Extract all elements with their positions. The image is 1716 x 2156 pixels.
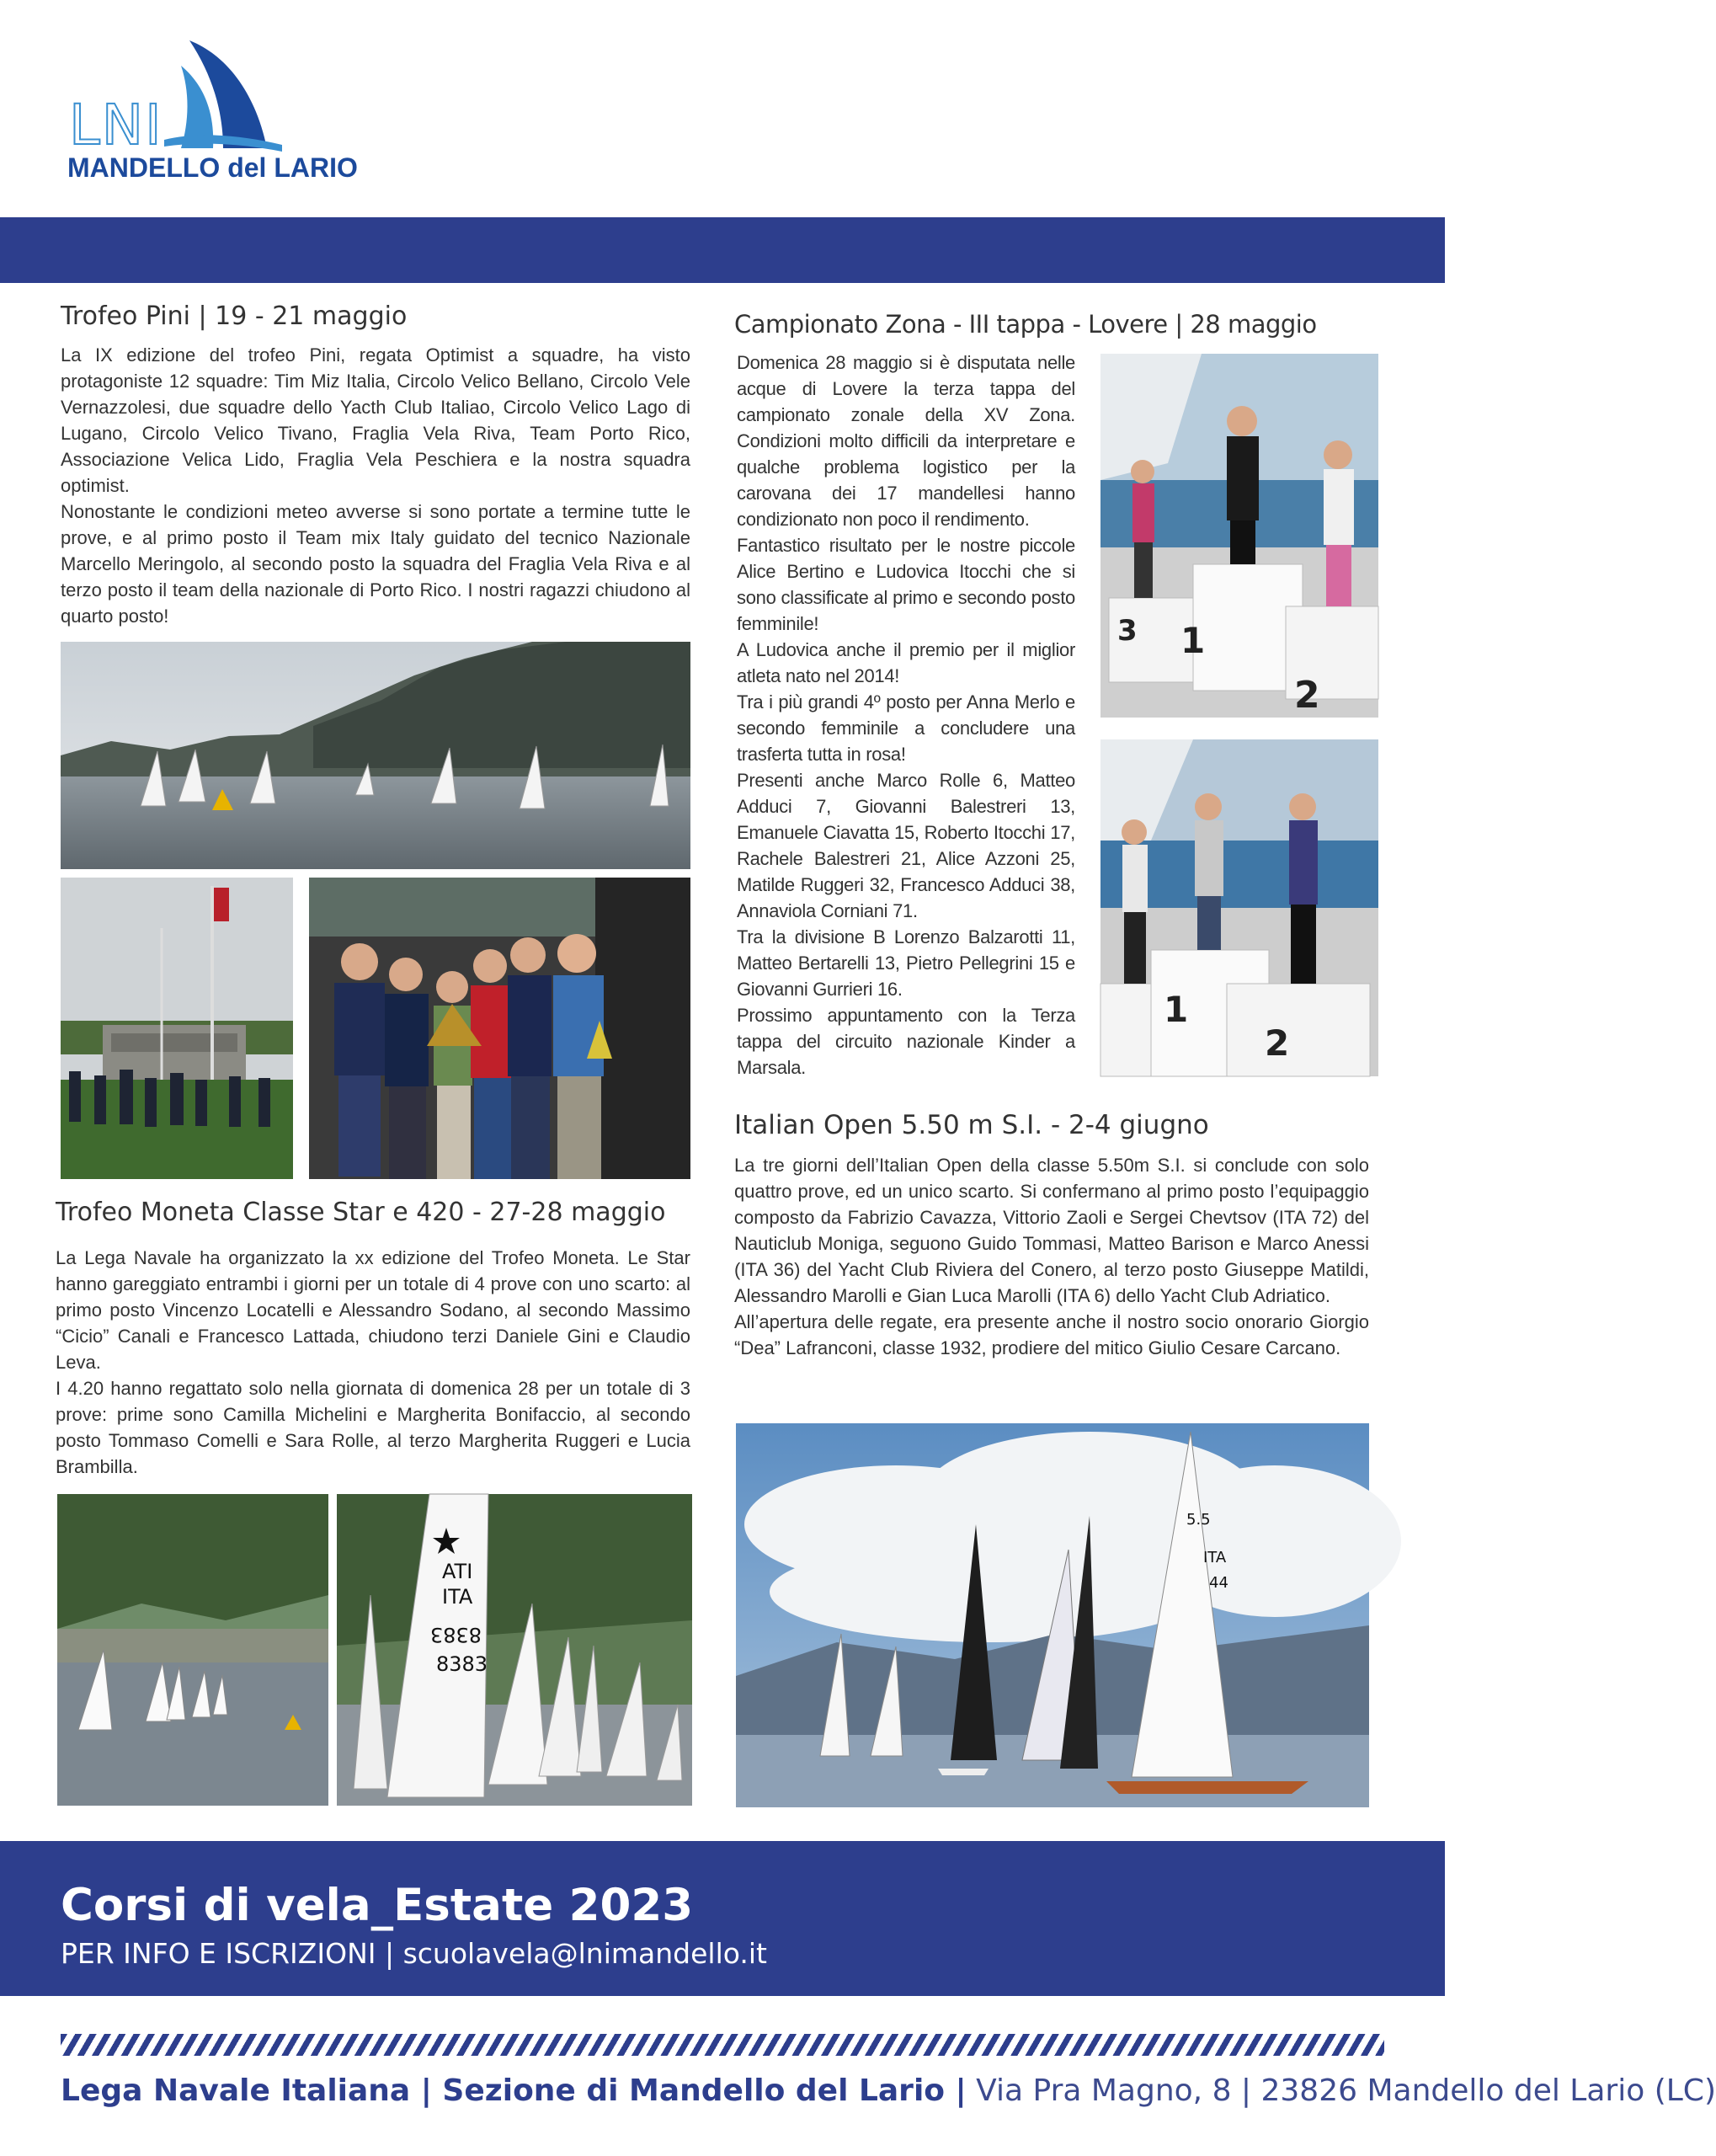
decorative-stripes bbox=[61, 2034, 1384, 2056]
photo-podium-2 bbox=[1100, 739, 1378, 1076]
podium-step-label: 1 bbox=[1180, 620, 1206, 661]
courses-contact: PER INFO E ISCRIZIONI | scuolavela@lnimandello.it bbox=[61, 1937, 767, 1970]
photo-podium-1 bbox=[1100, 354, 1378, 718]
sail-number: 5.5 bbox=[1186, 1511, 1211, 1529]
logo-lni-text: LNI bbox=[69, 93, 163, 157]
sail-number: ATI bbox=[442, 1560, 473, 1583]
top-band bbox=[0, 217, 1445, 283]
paragraph: Nonostante le condizioni meteo avverse si sono portate a termine tutte le prove, e al primo posto il Team mix Italy guidato del tecnico Nazionale Marcello Meringolo, al secondo posto la squadra del Fraglia Vela Riva e al terzo posto il team della nazionale di Porto Rico. I nostri ragazzi chiudono al quarto posto! bbox=[61, 501, 690, 627]
article-body-zona bbox=[737, 350, 1075, 1081]
sail-number: 8383 bbox=[436, 1652, 488, 1676]
article-body-moneta bbox=[56, 1245, 690, 1480]
paragraph: La IX edizione del trofeo Pini, regata Optimist a squadre, ha visto protagoniste 12 squadre: Tim Miz Italia, Circolo Velico Bellano, Circolo Vele Vernazzolesi, due squadre dello Yacth Club Italiao, Circolo Velico Lago di Lugano, Circolo Velico Tivano, Fraglia Vela Riva, Team Porto Rico, Associazione Velica Lido, Fraglia Vela Peschiera e la nostra squadra optimist. bbox=[61, 344, 690, 496]
paragraph: Prossimo appuntamento con la Terza tappa del circuito nazionale Kinder a Marsala. bbox=[737, 1005, 1075, 1078]
paragraph: Tra i più grandi 4º posto per Anna Merlo e secondo femminile a concludere una trasferta tutta in rosa! bbox=[737, 691, 1075, 765]
article-body-pini bbox=[61, 342, 690, 629]
photo-550-regatta bbox=[736, 1423, 1369, 1807]
photo-club-house bbox=[61, 878, 293, 1179]
podium-step-label: 1 bbox=[1164, 989, 1189, 1030]
courses-title: Corsi di vela_Estate 2023 bbox=[61, 1880, 694, 1931]
sail-number: ITA bbox=[1203, 1549, 1227, 1566]
article-title-moneta: Trofeo Moneta Classe Star e 420 - 27-28 maggio bbox=[56, 1198, 666, 1227]
podium-step-label: 2 bbox=[1265, 1022, 1290, 1064]
podium-step-label: 2 bbox=[1294, 674, 1320, 717]
photo-optimist-regatta bbox=[61, 642, 690, 869]
paragraph: I 4.20 hanno regattato solo nella giornata di domenica 28 per un totale di 3 prove: prime sono Camilla Michelini e Margherita Bonifaccio, al secondo posto Tommaso Comelli e Sara Rolle, al terzo Margherita Ruggeri e Lucia Brambilla. bbox=[56, 1378, 690, 1477]
sail-number: ITA bbox=[442, 1585, 473, 1609]
footer-address bbox=[61, 2073, 1716, 2108]
footer-street: Via Pra Magno, 8 | 23826 Mandello del Lario (LC) bbox=[966, 2073, 1716, 2108]
paragraph: Fantastico risultato per le nostre piccole Alice Bertino e Ludovica Itocchi che si sono classificate al primo e secondo posto femminile! bbox=[737, 535, 1075, 634]
article-title-pini: Trofeo Pini | 19 - 21 maggio bbox=[61, 302, 408, 331]
photo-team-trophy bbox=[309, 878, 690, 1179]
paragraph: Presenti anche Marco Rolle 6, Matteo Adduci 7, Giovanni Balestreri 13, Emanuele Ciavatta 15, Roberto Itocchi 17, Rachele Balestreri 21, Alice Azzoni 25, Matilde Ruggeri 32, Francesco Adduci 38, Annaviola Corniani 71. bbox=[737, 770, 1075, 921]
sail-number: 8383 bbox=[429, 1623, 482, 1646]
paragraph: La tre giorni dell’Italian Open della classe 5.50m S.I. si conclude con solo quattro prove, ed un unico scarto. Si confermano al primo posto l’equipaggio composto da Fabrizio Cavazza, Vittorio Zaoli e Sergei Chevtsov (ITA 72) del Nauticlub Moniga, seguono Guido Tommasi, Matteo Barison e Marco Anessi (ITA 36) del Yacht Club Riviera del Conero, al terzo posto Giuseppe Matildi, Alessandro Marolli e Gian Luca Marolli (ITA 6) dello Yacht Club Adriatico. bbox=[734, 1155, 1369, 1306]
courses-banner bbox=[0, 1841, 1445, 1996]
logo bbox=[67, 40, 358, 192]
paragraph: Domenica 28 maggio si è disputata nelle acque di Lovere la terza tappa del campionato zonale della XV Zona. Condizioni molto difficili da interpretare e qualche problema logistico per la carovana dei 17 mandellesi hanno condizionato non poco il rendimento. bbox=[737, 352, 1075, 530]
paragraph: Tra la divisione B Lorenzo Balzarotti 11, Matteo Bertarelli 13, Pietro Pellegrini 15 e Giovanni Gurrieri 16. bbox=[737, 926, 1075, 1000]
article-title-open: Italian Open 5.50 m S.I. - 2-4 giugno bbox=[734, 1110, 1209, 1140]
podium-step-label: 3 bbox=[1117, 614, 1138, 648]
photo-420-fleet bbox=[57, 1494, 328, 1806]
paragraph: La Lega Navale ha organizzato la xx edizione del Trofeo Moneta. Le Star hanno gareggiato entrambi i giorni per un totale di 4 prove con uno scarto: al primo posto Vincenzo Locatelli e Alessandro Sodano, al secondo Massimo “Cicio” Canali e Francesco Lattada, chiudono terzi Daniele Gini e Claudio Leva. bbox=[56, 1247, 690, 1373]
paragraph: All’apertura delle regate, era presente anche il nostro socio onorario Giorgio “Dea” Lafranconi, classe 1932, prodiere del mitico Giulio Cesare Carcano. bbox=[734, 1311, 1369, 1358]
logo-club-name: MANDELLO del LARIO bbox=[67, 152, 358, 183]
article-title-zona: Campionato Zona - III tappa - Lovere | 28 maggio bbox=[734, 310, 1317, 339]
sail-logo-icon bbox=[164, 40, 333, 158]
footer-org: Lega Navale Italiana | Sezione di Mandello del Lario | bbox=[61, 2073, 967, 2108]
article-body-open bbox=[734, 1152, 1369, 1361]
paragraph: A Ludovica anche il premio per il miglior atleta nato nel 2014! bbox=[737, 639, 1075, 686]
photo-star-boats bbox=[337, 1494, 692, 1806]
sail-number: 44 bbox=[1209, 1574, 1228, 1592]
